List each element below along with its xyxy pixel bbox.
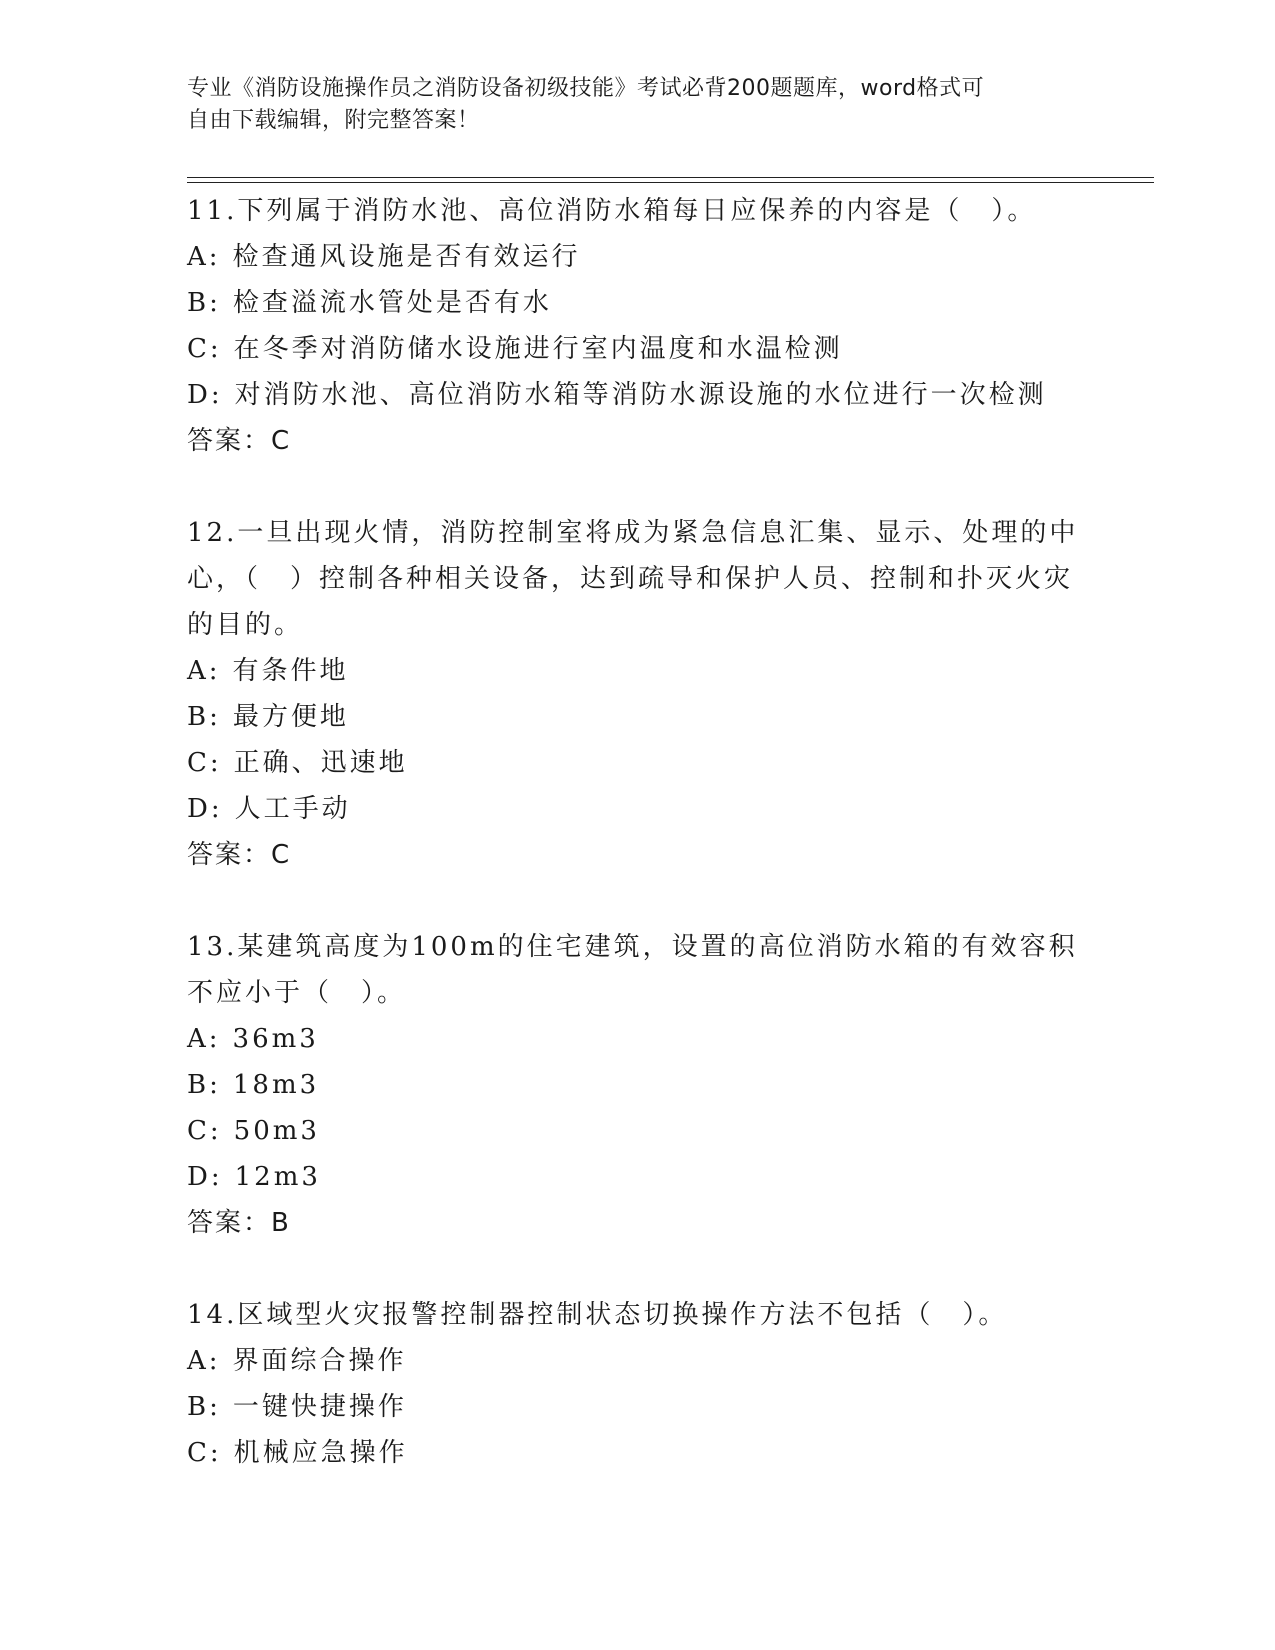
answer-line: 答案：C: [187, 840, 292, 870]
option-text: 36m3: [232, 1024, 319, 1054]
option-b: B: 18m3: [187, 1062, 1087, 1108]
option-letter: C: [187, 334, 210, 364]
option-letter: B: [187, 288, 210, 318]
option-letter: D: [187, 1162, 211, 1192]
question-list: [187, 188, 1087, 1522]
option-b: B: 检查溢流水管处是否有水: [187, 280, 1087, 326]
header-divider-top: [187, 177, 1154, 178]
option-c: C: 机械应急操作: [187, 1430, 1087, 1476]
option-a: A: 36m3: [187, 1016, 1087, 1062]
option-letter: A: [187, 1024, 209, 1054]
option-letter: B: [187, 1392, 210, 1422]
option-d: D: 对消防水池、高位消防水箱等消防水源设施的水位进行一次检测: [187, 372, 1087, 418]
option-text: 检查通风设施是否有效运行: [232, 242, 581, 272]
option-text: 检查溢流水管处是否有水: [232, 288, 552, 318]
document-header: [187, 73, 1067, 137]
option-b: B: 一键快捷操作: [187, 1384, 1087, 1430]
option-letter: C: [187, 1116, 210, 1146]
option-letter: B: [187, 1070, 210, 1100]
answer-line: 答案：C: [187, 426, 292, 456]
answer-line: 答案：B: [187, 1208, 291, 1238]
option-text: 机械应急操作: [233, 1438, 408, 1468]
option-b: B: 最方便地: [187, 694, 1087, 740]
question-stem: 11.下列属于消防水池、高位消防水箱每日应保养的内容是（ ）。: [187, 196, 1037, 226]
option-text: 界面综合操作: [232, 1346, 407, 1376]
option-text: 人工手动: [234, 794, 351, 824]
option-a: A: 检查通风设施是否有效运行: [187, 234, 1087, 280]
header-line-2: 自由下载编辑，附完整答案！: [187, 108, 480, 133]
option-a: A: 界面综合操作: [187, 1338, 1087, 1384]
option-d: D: 12m3: [187, 1154, 1087, 1200]
option-d: D: 人工手动: [187, 786, 1087, 832]
option-text: 对消防水池、高位消防水箱等消防水源设施的水位进行一次检测: [234, 380, 1047, 410]
question-stem: 12.一旦出现火情，消防控制室将成为紧急信息汇集、显示、处理的中心，（ ）控制各种相关设备，达到疏导和保护人员、控制和扑灭火灾的目的。: [187, 518, 1079, 640]
option-letter: A: [187, 656, 209, 686]
option-letter: D: [187, 380, 211, 410]
option-letter: C: [187, 1438, 210, 1468]
option-text: 最方便地: [232, 702, 349, 732]
option-c: C: 正确、迅速地: [187, 740, 1087, 786]
option-text: 在冬季对消防储水设施进行室内温度和水温检测: [233, 334, 843, 364]
header-divider-bottom: [187, 182, 1154, 183]
option-c: C: 50m3: [187, 1108, 1087, 1154]
question-stem: 14.区域型火灾报警控制器控制状态切换操作方法不包括（ ）。: [187, 1300, 1008, 1330]
option-text: 一键快捷操作: [232, 1392, 407, 1422]
option-text: 有条件地: [232, 656, 349, 686]
option-text: 正确、迅速地: [233, 748, 408, 778]
question-11: [187, 188, 1087, 464]
header-line-1: 专业《消防设施操作员之消防设备初级技能》考试必背200题题库，word格式可: [187, 76, 985, 101]
option-letter: D: [187, 794, 211, 824]
question-13: [187, 924, 1087, 1246]
option-letter: C: [187, 748, 210, 778]
option-letter: A: [187, 242, 209, 272]
option-a: A: 有条件地: [187, 648, 1087, 694]
question-14: [187, 1292, 1087, 1476]
question-stem: 13.某建筑高度为100m的住宅建筑，设置的高位消防水箱的有效容积不应小于（ ）。: [187, 932, 1078, 1008]
question-12: [187, 510, 1087, 878]
option-letter: A: [187, 1346, 209, 1376]
option-text: 12m3: [234, 1162, 321, 1192]
option-text: 18m3: [232, 1070, 320, 1100]
option-c: C: 在冬季对消防储水设施进行室内温度和水温检测: [187, 326, 1087, 372]
option-text: 50m3: [233, 1116, 320, 1146]
option-letter: B: [187, 702, 210, 732]
